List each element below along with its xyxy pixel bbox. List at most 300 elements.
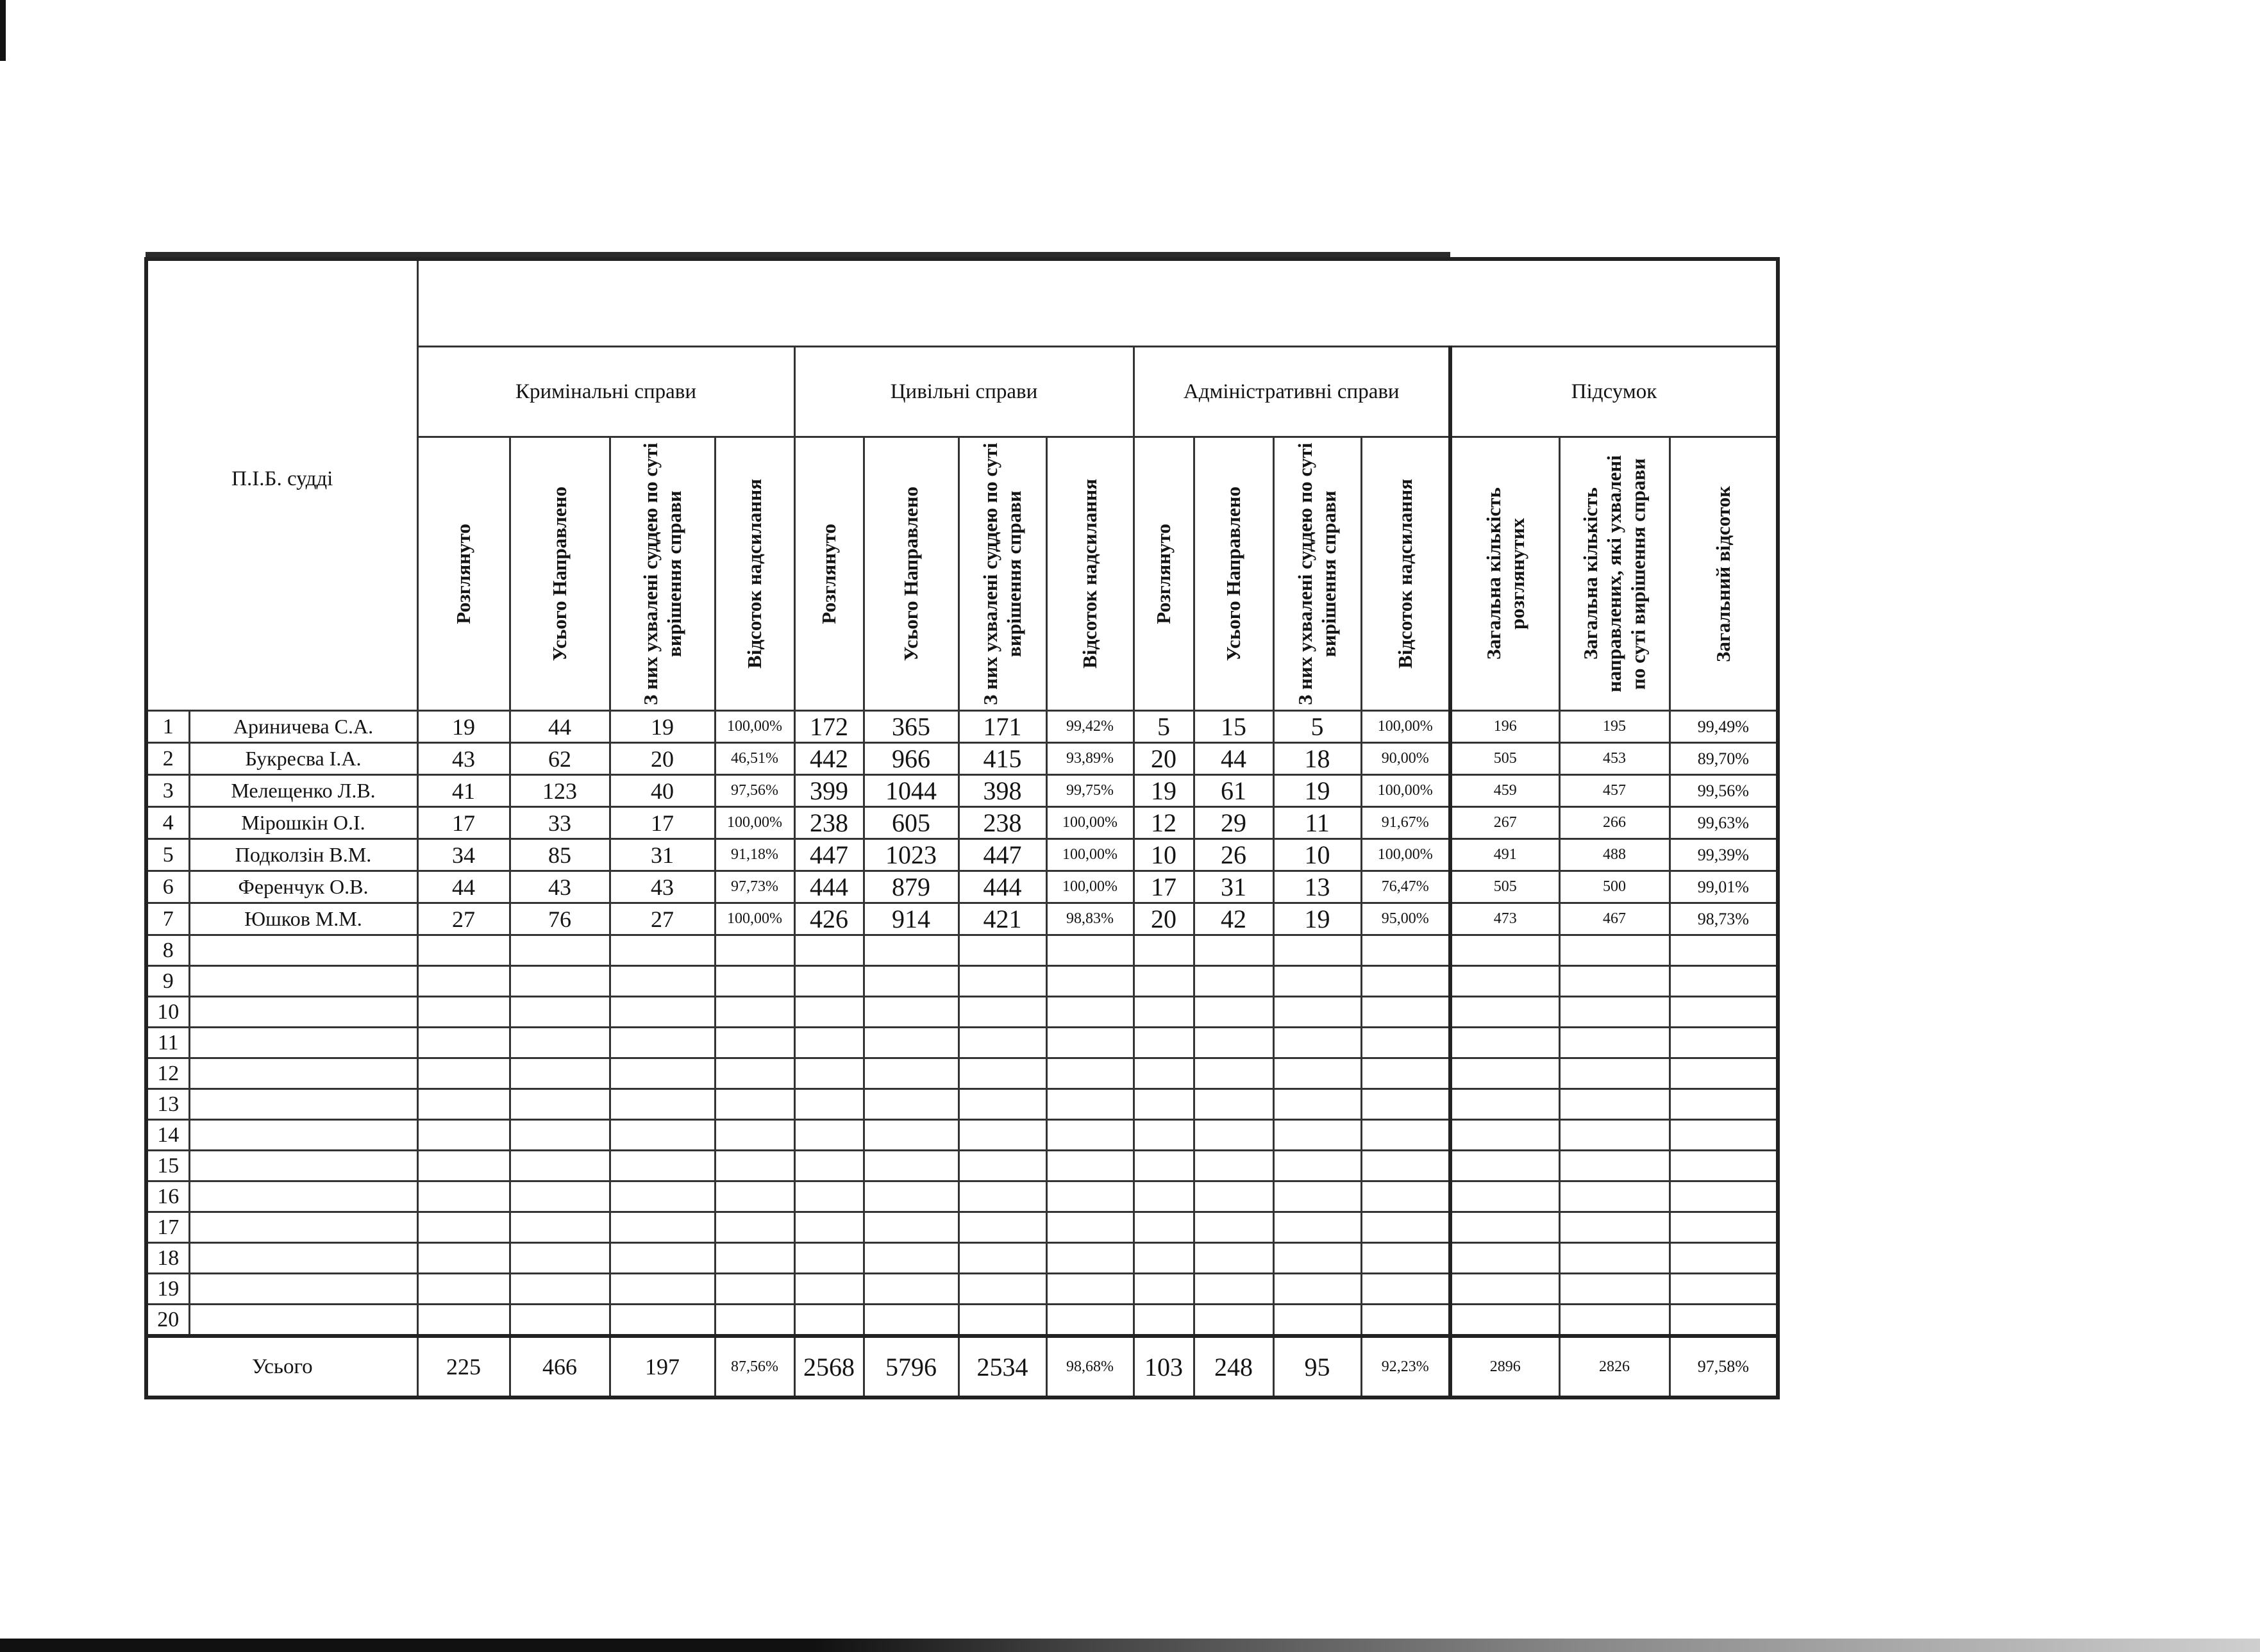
table-cell: 399	[794, 775, 864, 807]
row-number: 16	[146, 1181, 189, 1212]
header-spacer-cell	[417, 259, 1778, 347]
table-cell: 238	[958, 807, 1046, 839]
table-cell	[610, 966, 715, 997]
row-number: 17	[146, 1212, 189, 1243]
col-header-label: Відсоток надсилання	[743, 479, 766, 669]
table-cell: 19	[610, 711, 715, 743]
table-cell: 44	[1194, 743, 1273, 775]
table-cell	[1134, 997, 1194, 1028]
table-cell	[1559, 1058, 1670, 1089]
table-cell	[1194, 1243, 1273, 1274]
table-cell	[1361, 1212, 1450, 1243]
table-cell: 415	[958, 743, 1046, 775]
table-cell	[715, 1120, 794, 1151]
table-cell	[417, 1028, 510, 1058]
table-cell	[1361, 1058, 1450, 1089]
table-cell	[794, 1089, 864, 1120]
col-header-civil-2	[864, 437, 958, 711]
table-cell	[1670, 1181, 1778, 1212]
table-cell: 10	[1134, 839, 1194, 871]
table-cell: 31	[1194, 871, 1273, 903]
total-cell: 466	[510, 1336, 610, 1398]
table-cell	[1273, 1305, 1361, 1337]
table-cell	[1273, 1274, 1361, 1305]
table-cell	[417, 1274, 510, 1305]
table-row	[146, 1305, 1778, 1337]
table-cell	[1046, 1058, 1134, 1089]
total-cell: 197	[610, 1336, 715, 1398]
table-cell	[610, 1212, 715, 1243]
table-cell: 505	[1450, 871, 1559, 903]
table-cell	[1559, 1151, 1670, 1181]
table-cell	[610, 1305, 715, 1337]
table-cell	[864, 935, 958, 966]
table-cell	[1273, 1089, 1361, 1120]
table-cell	[1046, 1212, 1134, 1243]
table-cell	[1194, 1120, 1273, 1151]
table-cell	[864, 1120, 958, 1151]
judge-name: Подколзін В.М.	[189, 839, 417, 871]
table-cell	[1046, 1243, 1134, 1274]
table-cell: 99,63%	[1670, 807, 1778, 839]
table-cell: 85	[510, 839, 610, 871]
table-cell	[1134, 1274, 1194, 1305]
table-body	[146, 711, 1778, 1337]
table-cell: 123	[510, 775, 610, 807]
table-cell	[864, 1212, 958, 1243]
table-row	[146, 1212, 1778, 1243]
table-cell: 100,00%	[1361, 775, 1450, 807]
table-cell	[1194, 1028, 1273, 1058]
judge-name	[189, 1212, 417, 1243]
table-cell: 442	[794, 743, 864, 775]
table-cell	[864, 1151, 958, 1181]
col-header-summary-1	[1450, 437, 1559, 711]
table-row	[146, 903, 1778, 935]
table-cell	[1273, 1028, 1361, 1058]
table-cell	[417, 1181, 510, 1212]
table-cell: 41	[417, 775, 510, 807]
judge-name: Ференчук О.В.	[189, 871, 417, 903]
row-number: 8	[146, 935, 189, 966]
judge-name-header: П.І.Б. судді	[146, 259, 417, 711]
table-cell: 171	[958, 711, 1046, 743]
table-cell	[1194, 1058, 1273, 1089]
table-cell: 98,73%	[1670, 903, 1778, 935]
table-cell	[417, 1120, 510, 1151]
table-row	[146, 1243, 1778, 1274]
table-cell	[1046, 1181, 1134, 1212]
col-header-administrative-4	[1361, 437, 1450, 711]
table-cell: 10	[1273, 839, 1361, 871]
table-cell: 15	[1194, 711, 1273, 743]
table-cell: 5	[1273, 711, 1361, 743]
table-cell	[715, 966, 794, 997]
table-row	[146, 807, 1778, 839]
judge-name	[189, 1274, 417, 1305]
table-cell	[1559, 1120, 1670, 1151]
table-cell	[610, 1028, 715, 1058]
table-cell	[510, 1274, 610, 1305]
table-cell: 44	[510, 711, 610, 743]
table-cell: 62	[510, 743, 610, 775]
table-cell	[1134, 1305, 1194, 1337]
table-cell	[794, 1120, 864, 1151]
table-cell	[417, 1243, 510, 1274]
table-cell	[864, 997, 958, 1028]
judge-name: Юшков М.М.	[189, 903, 417, 935]
col-header-label: З них ухвалені суддею по суті вирішення справи	[1294, 442, 1341, 705]
table-cell	[417, 1305, 510, 1337]
table-cell	[1134, 1212, 1194, 1243]
row-number: 15	[146, 1151, 189, 1181]
table-cell	[958, 1058, 1046, 1089]
judge-name	[189, 1151, 417, 1181]
table-cell	[1046, 1120, 1134, 1151]
table-cell: 879	[864, 871, 958, 903]
judge-name: Мелещенко Л.В.	[189, 775, 417, 807]
table-cell: 100,00%	[715, 903, 794, 935]
table-cell	[1670, 1305, 1778, 1337]
table-cell: 99,01%	[1670, 871, 1778, 903]
table-row	[146, 1181, 1778, 1212]
table-cell: 91,18%	[715, 839, 794, 871]
table-cell: 365	[864, 711, 958, 743]
table-cell	[1273, 1120, 1361, 1151]
row-number: 6	[146, 871, 189, 903]
table-cell: 19	[1134, 775, 1194, 807]
table-cell: 5	[1134, 711, 1194, 743]
row-number: 14	[146, 1120, 189, 1151]
table-cell	[1670, 1058, 1778, 1089]
judge-name	[189, 1305, 417, 1337]
col-header-administrative-3	[1273, 437, 1361, 711]
table-row	[146, 839, 1778, 871]
total-cell: 2568	[794, 1336, 864, 1398]
section-civil: Цивільні справи	[794, 347, 1134, 437]
table-cell: 90,00%	[1361, 743, 1450, 775]
table-cell	[1559, 966, 1670, 997]
table-cell	[1670, 966, 1778, 997]
table-cell	[1134, 935, 1194, 966]
section-summary: Підсумок	[1450, 347, 1778, 437]
table-cell	[1046, 997, 1134, 1028]
judges-statistics-table	[144, 257, 1780, 1399]
table-cell: 100,00%	[1361, 839, 1450, 871]
table-cell: 99,42%	[1046, 711, 1134, 743]
table-row	[146, 743, 1778, 775]
total-cell: 92,23%	[1361, 1336, 1450, 1398]
table-cell	[794, 935, 864, 966]
table-cell: 444	[794, 871, 864, 903]
table-cell: 76,47%	[1361, 871, 1450, 903]
col-header-summary-3	[1670, 437, 1778, 711]
table-cell	[417, 935, 510, 966]
row-number: 7	[146, 903, 189, 935]
table-cell	[417, 997, 510, 1028]
table-cell	[610, 1089, 715, 1120]
row-number: 13	[146, 1089, 189, 1120]
table-cell: 99,56%	[1670, 775, 1778, 807]
table-cell	[1361, 1305, 1450, 1337]
table-cell	[1273, 966, 1361, 997]
table-cell: 447	[794, 839, 864, 871]
table-cell: 17	[1134, 871, 1194, 903]
table-cell: 19	[1273, 775, 1361, 807]
table-row	[146, 966, 1778, 997]
table-cell: 26	[1194, 839, 1273, 871]
table-cell	[610, 1243, 715, 1274]
table-cell	[1450, 1274, 1559, 1305]
table-cell: 19	[417, 711, 510, 743]
table-row	[146, 1274, 1778, 1305]
table-cell	[1194, 1305, 1273, 1337]
table-cell	[958, 1089, 1046, 1120]
table-cell	[1361, 997, 1450, 1028]
table-cell	[610, 1181, 715, 1212]
judge-name: Ариничева С.А.	[189, 711, 417, 743]
section-administrative: Адміністративні справи	[1134, 347, 1450, 437]
table-cell: 195	[1559, 711, 1670, 743]
table-cell	[610, 1274, 715, 1305]
col-header-civil-1	[794, 437, 864, 711]
table-cell: 100,00%	[1046, 839, 1134, 871]
table-cell	[417, 1089, 510, 1120]
table-row	[146, 1120, 1778, 1151]
table-row	[146, 997, 1778, 1028]
table-cell: 444	[958, 871, 1046, 903]
table-cell	[1361, 1151, 1450, 1181]
table-cell	[510, 1028, 610, 1058]
table-cell	[1046, 1028, 1134, 1058]
table-cell	[610, 997, 715, 1028]
table-cell: 467	[1559, 903, 1670, 935]
table-cell	[1046, 1274, 1134, 1305]
judge-name: Мірошкін О.І.	[189, 807, 417, 839]
table-cell	[958, 935, 1046, 966]
total-row	[146, 1336, 1778, 1398]
table-cell	[417, 1058, 510, 1089]
col-header-label: Загальна кількість направлених, які ухвалені по суті вирішення справи	[1579, 455, 1650, 692]
table-cell	[1670, 1274, 1778, 1305]
table-cell	[794, 997, 864, 1028]
table-cell	[1134, 1243, 1194, 1274]
table-cell	[1046, 1305, 1134, 1337]
table-cell	[510, 1120, 610, 1151]
table-cell	[510, 1058, 610, 1089]
table-cell	[1450, 1089, 1559, 1120]
table-cell	[958, 1212, 1046, 1243]
table-cell	[794, 1243, 864, 1274]
table-cell: 605	[864, 807, 958, 839]
table-cell	[1194, 1181, 1273, 1212]
table-cell	[1559, 1274, 1670, 1305]
table-row	[146, 935, 1778, 966]
table-cell: 500	[1559, 871, 1670, 903]
table-cell	[610, 1151, 715, 1181]
col-header-administrative-1	[1134, 437, 1194, 711]
table-cell	[864, 1089, 958, 1120]
table-cell	[1361, 1120, 1450, 1151]
table-cell	[1559, 997, 1670, 1028]
table-cell	[1670, 1212, 1778, 1243]
col-header-label: Розглянуто	[817, 523, 841, 624]
table-cell	[1450, 1058, 1559, 1089]
col-header-label: Розглянуто	[1152, 523, 1175, 624]
table-cell: 27	[610, 903, 715, 935]
table-cell: 20	[1134, 903, 1194, 935]
table-cell	[715, 935, 794, 966]
table-cell: 76	[510, 903, 610, 935]
table-cell	[715, 1151, 794, 1181]
table-cell	[715, 1212, 794, 1243]
table-cell: 459	[1450, 775, 1559, 807]
table-cell: 33	[510, 807, 610, 839]
table-cell	[1450, 966, 1559, 997]
table-cell	[1450, 1305, 1559, 1337]
table-cell	[1670, 1120, 1778, 1151]
table-cell	[958, 966, 1046, 997]
table-cell	[794, 1028, 864, 1058]
judge-name	[189, 1028, 417, 1058]
table-cell	[417, 1212, 510, 1243]
row-number: 9	[146, 966, 189, 997]
table-cell: 426	[794, 903, 864, 935]
table-cell	[510, 1089, 610, 1120]
table-cell	[958, 997, 1046, 1028]
table-cell	[794, 966, 864, 997]
row-number: 19	[146, 1274, 189, 1305]
table-cell	[1559, 1212, 1670, 1243]
table-cell: 95,00%	[1361, 903, 1450, 935]
col-header-criminal-3	[610, 437, 715, 711]
table-cell	[794, 1181, 864, 1212]
table-cell: 447	[958, 839, 1046, 871]
table-cell	[715, 1181, 794, 1212]
table-cell	[794, 1151, 864, 1181]
col-header-label: Усього Направлено	[900, 486, 923, 662]
col-header-criminal-4	[715, 437, 794, 711]
table-cell: 13	[1273, 871, 1361, 903]
table-cell: 100,00%	[715, 807, 794, 839]
table-cell	[610, 1058, 715, 1089]
table-row	[146, 871, 1778, 903]
row-number: 1	[146, 711, 189, 743]
judge-name	[189, 1089, 417, 1120]
table-cell: 43	[610, 871, 715, 903]
table-cell	[1046, 966, 1134, 997]
table-cell	[1450, 997, 1559, 1028]
judge-name	[189, 935, 417, 966]
table-cell	[1559, 1305, 1670, 1337]
table-cell: 966	[864, 743, 958, 775]
table-cell	[715, 997, 794, 1028]
row-number: 18	[146, 1243, 189, 1274]
table-cell: 89,70%	[1670, 743, 1778, 775]
table-cell: 453	[1559, 743, 1670, 775]
table-cell	[1670, 1089, 1778, 1120]
table-cell	[1670, 1151, 1778, 1181]
table-cell: 20	[1134, 743, 1194, 775]
table-cell: 18	[1273, 743, 1361, 775]
table-cell	[715, 1274, 794, 1305]
table-cell	[715, 1305, 794, 1337]
table-cell	[1670, 1028, 1778, 1058]
table-cell	[1450, 1243, 1559, 1274]
total-cell: 5796	[864, 1336, 958, 1398]
judge-name	[189, 1058, 417, 1089]
table-cell	[1450, 1151, 1559, 1181]
table-cell	[1194, 966, 1273, 997]
table-row	[146, 1058, 1778, 1089]
table-cell	[1450, 1120, 1559, 1151]
table-cell: 491	[1450, 839, 1559, 871]
table-cell: 17	[610, 807, 715, 839]
table-cell	[1194, 1274, 1273, 1305]
table-cell: 421	[958, 903, 1046, 935]
table-cell: 12	[1134, 807, 1194, 839]
table-cell: 238	[794, 807, 864, 839]
total-cell: 103	[1134, 1336, 1194, 1398]
total-label: Усього	[146, 1336, 417, 1398]
total-cell: 97,58%	[1670, 1336, 1778, 1398]
table-cell: 11	[1273, 807, 1361, 839]
table-cell	[1361, 1028, 1450, 1058]
table-cell: 266	[1559, 807, 1670, 839]
total-cell: 225	[417, 1336, 510, 1398]
col-header-label: Усього Направлено	[1222, 486, 1245, 662]
table-cell	[1134, 1120, 1194, 1151]
table-cell	[1361, 1089, 1450, 1120]
col-header-criminal-1	[417, 437, 510, 711]
total-cell: 248	[1194, 1336, 1273, 1398]
judge-name	[189, 1243, 417, 1274]
col-header-civil-3	[958, 437, 1046, 711]
table-cell: 100,00%	[715, 711, 794, 743]
table-row	[146, 711, 1778, 743]
table-cell	[958, 1305, 1046, 1337]
table-cell: 100,00%	[1361, 711, 1450, 743]
table-cell: 97,56%	[715, 775, 794, 807]
table-row	[146, 1089, 1778, 1120]
table-cell: 93,89%	[1046, 743, 1134, 775]
table-cell	[794, 1058, 864, 1089]
table-row	[146, 775, 1778, 807]
col-header-administrative-2	[1194, 437, 1273, 711]
table-cell	[1134, 966, 1194, 997]
table-cell	[417, 966, 510, 997]
row-number: 11	[146, 1028, 189, 1058]
table-cell	[1273, 997, 1361, 1028]
table-cell: 100,00%	[1046, 871, 1134, 903]
total-cell: 95	[1273, 1336, 1361, 1398]
table-cell	[1046, 935, 1134, 966]
table-row	[146, 1151, 1778, 1181]
table-cell	[510, 966, 610, 997]
table-cell	[1361, 966, 1450, 997]
table-cell	[958, 1274, 1046, 1305]
table-cell	[864, 1181, 958, 1212]
table-cell	[1134, 1151, 1194, 1181]
table-cell: 61	[1194, 775, 1273, 807]
table-cell	[1273, 1151, 1361, 1181]
table-cell	[1046, 1151, 1134, 1181]
table-cell	[864, 1274, 958, 1305]
table-cell	[794, 1305, 864, 1337]
table-cell	[715, 1243, 794, 1274]
table-cell	[958, 1120, 1046, 1151]
table-cell	[864, 1305, 958, 1337]
